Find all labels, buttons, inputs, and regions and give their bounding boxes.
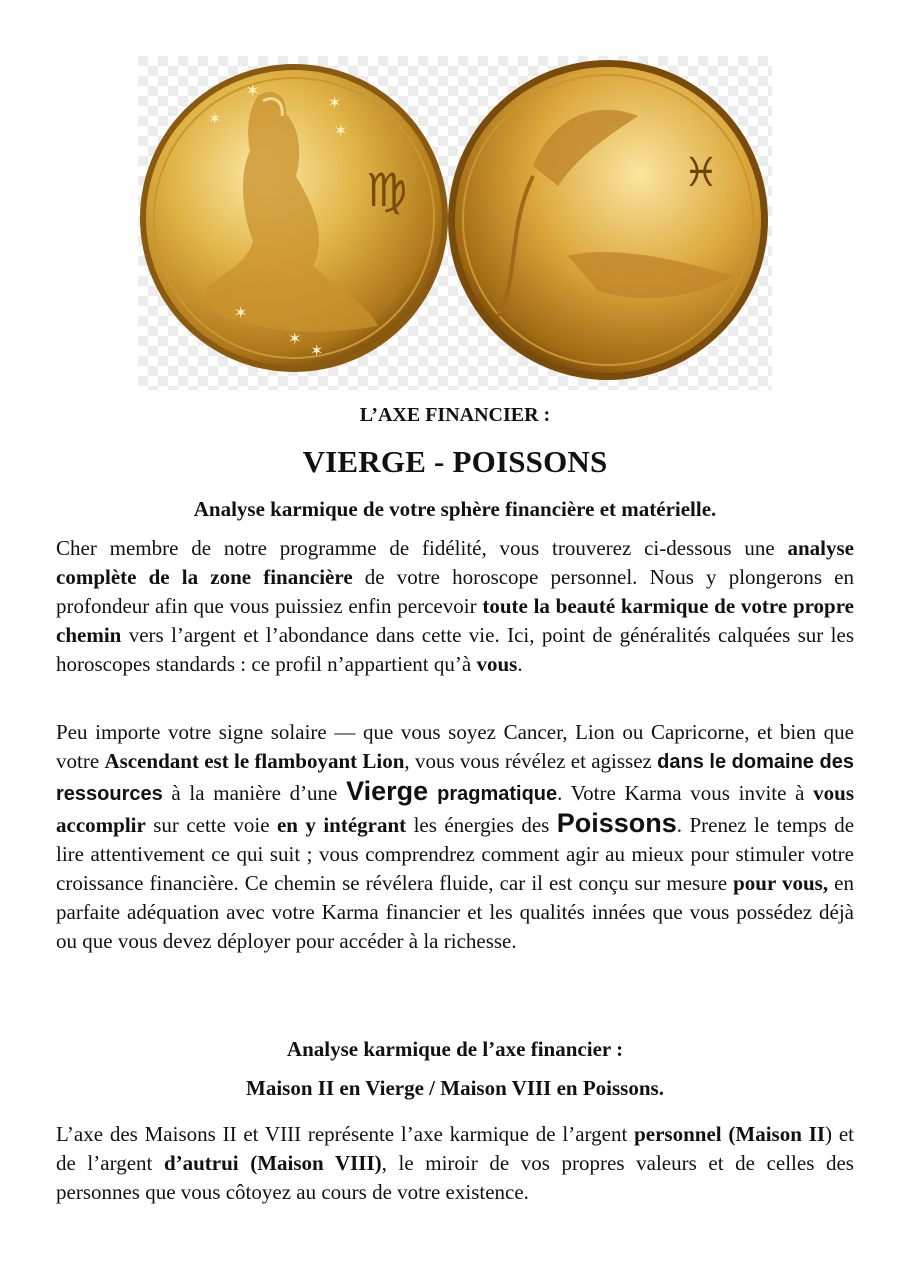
- svg-text:✶: ✶: [234, 303, 248, 322]
- section-heading: Analyse karmique de l’axe financier :: [286, 1037, 624, 1061]
- coins-illustration: [138, 56, 772, 390]
- svg-text:✶: ✶: [246, 81, 260, 100]
- houses-paragraph: L’axe des Maisons II et VIII représente l’axe karmique de l’argent personnel (Maison II) et de l’argent d’autrui (Maison VIII), le miroir de vos propres valeurs et de celles des personnes que vous côtoyez au cours de votre existence.: [56, 1122, 854, 1204]
- svg-text:♓: ♓: [683, 150, 719, 196]
- svg-text:♍: ♍: [366, 163, 408, 217]
- svg-text:✶: ✶: [334, 121, 348, 140]
- section-kicker: L’AXE FINANCIER :: [359, 404, 551, 426]
- svg-text:✶: ✶: [288, 329, 302, 348]
- svg-text:✶: ✶: [328, 93, 342, 112]
- pisces-coin-icon: [448, 60, 768, 380]
- sign-paragraph: Peu importe votre signe solaire — que vous soyez Cancer, Lion ou Capricorne, et bien que votre Ascendant est le flamboyant Lion, vous vous révélez et agissez dans le domaine des ressources à la manière d’une Vierge pragmatique. Votre Karma vous invite à vous accomplir sur cette voie en y intégrant les énergies des Poissons. Prenez le temps de lire attentivement ce qui suit ; vous comprendrez comment agir au mieux pour stimuler votre croissance financière. Ce chemin se révélera fluide, car il est conçu sur mesure pour vous, en parfaite adéquation avec votre Karma financier et les qualités innées que vous possédez déjà ou que vous devez déployer pour accéder à la richesse.: [56, 720, 855, 953]
- section-subheading: Maison II en Vierge / Maison VIII en Poissons.: [246, 1076, 664, 1100]
- svg-text:✶: ✶: [310, 341, 324, 360]
- page-subtitle: Analyse karmique de votre sphère financière et matérielle.: [193, 497, 717, 521]
- svg-text:✶: ✶: [208, 109, 222, 128]
- intro-paragraph: Cher membre de notre programme de fidélité, vous trouverez ci-dessous une analyse complète de la zone financière de votre horoscope personnel. Nous y plongerons en profondeur afin que vous puissiez enfin percevoir toute la beauté karmique de votre propre chemin vers l’argent et l’abondance dans cette vie. Ici, point de généralités calquées sur les horoscopes standards : ce profil n’appartient qu’à vous.: [56, 536, 855, 676]
- zodiac-coins-image: [138, 56, 772, 390]
- virgo-coin-icon: [140, 64, 448, 372]
- page-title: VIERGE - POISSONS: [302, 444, 608, 479]
